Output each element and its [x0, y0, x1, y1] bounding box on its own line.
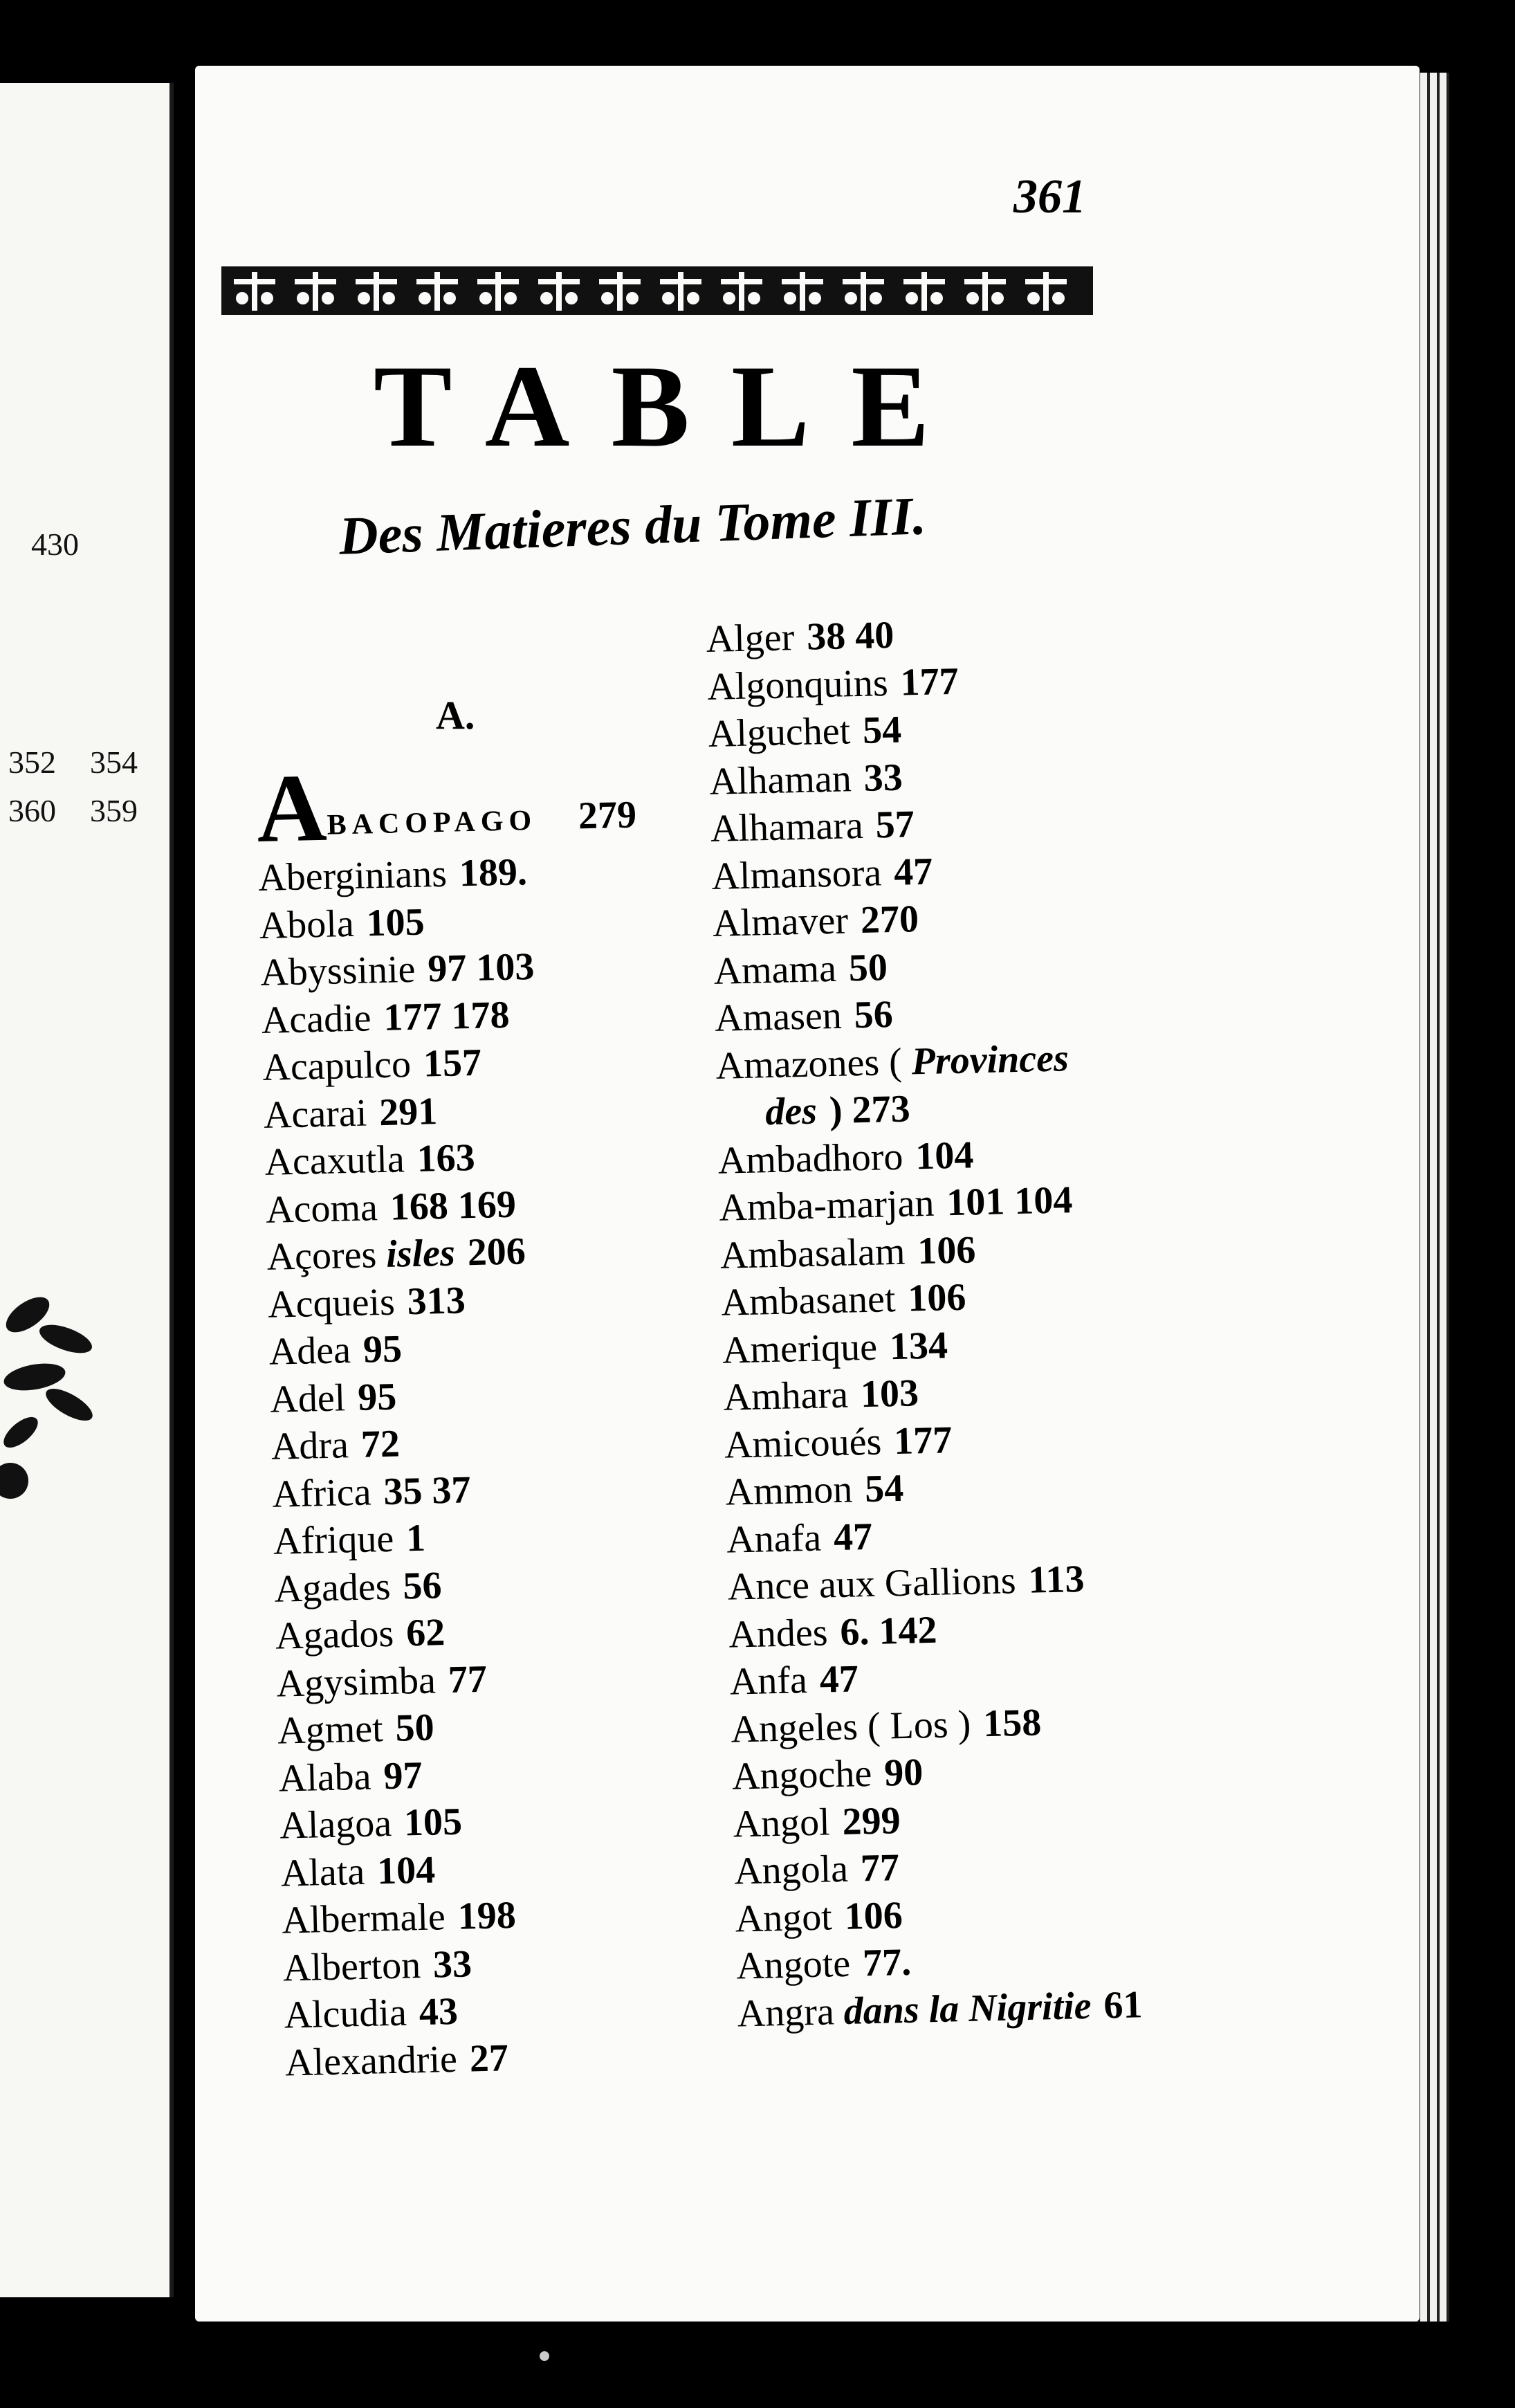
- index-entry: [264, 1130, 645, 1186]
- entry-pages: 33: [863, 756, 903, 800]
- index-entry: [284, 2031, 665, 2087]
- entry-pages: 177: [893, 1418, 953, 1463]
- index-entry: [270, 1414, 651, 1470]
- index-entry: [263, 1083, 643, 1139]
- entry-name: Acadie: [261, 996, 372, 1042]
- entry-name: Alagoa: [279, 1801, 392, 1848]
- entry-pages: 313: [407, 1278, 466, 1323]
- entry-pages: 77: [860, 1846, 900, 1890]
- left-page-number-3: 354: [90, 745, 138, 780]
- entry-pages: 47: [833, 1515, 873, 1559]
- entry-pages: 62: [405, 1611, 446, 1655]
- previous-page-edge: [0, 83, 174, 2297]
- entry-name: Agysimba: [275, 1658, 437, 1706]
- entry-name: Alata: [280, 1850, 365, 1895]
- entry-pages: 6. 142: [839, 1608, 938, 1654]
- entry-name: Alaba: [278, 1755, 372, 1800]
- entry-pages: 158: [982, 1700, 1042, 1745]
- entry-name: Agmet: [277, 1707, 384, 1753]
- drop-cap: A: [255, 754, 328, 863]
- entry-name: Almaver: [712, 899, 849, 945]
- index-entry: [260, 940, 641, 996]
- entry-pages: 50: [848, 945, 888, 989]
- entry-pages: 50: [394, 1706, 435, 1750]
- entry-name: Angra: [737, 1989, 835, 2035]
- first-entry-name: BACOPAGO: [327, 804, 538, 841]
- entry-name: Açores: [266, 1233, 377, 1279]
- entry-pages: 38 40: [806, 613, 894, 659]
- entry-name: Amhara: [722, 1373, 849, 1419]
- entry-pages: 47: [893, 850, 933, 894]
- entry-pages: 291: [378, 1089, 438, 1134]
- section-letter: A.: [436, 693, 475, 738]
- entry-name: Acoma: [265, 1185, 378, 1232]
- entry-pages: 157: [423, 1041, 482, 1086]
- index-entry: [282, 1936, 663, 1992]
- index-entry: [715, 1033, 1121, 1090]
- entry-name: Angola: [733, 1847, 849, 1893]
- index-entry: [267, 1273, 648, 1329]
- entry-name: Acapulco: [261, 1043, 412, 1089]
- entry-name: Amama: [713, 947, 837, 993]
- index-entry: [257, 846, 638, 902]
- entry-name: Acqueis: [267, 1280, 396, 1326]
- entry-name: Amasen: [714, 994, 843, 1040]
- entry-pages: 61: [1103, 1982, 1144, 2027]
- index-entry: [265, 1178, 645, 1234]
- entry-name: Albermale: [281, 1895, 446, 1942]
- entry-name: Angot: [735, 1895, 833, 1941]
- entry-name: Alger: [706, 616, 795, 661]
- entry-pages: 77.: [862, 1940, 912, 1985]
- entry-name: Amazones (: [715, 1040, 903, 1088]
- entry-name: Agados: [275, 1612, 394, 1658]
- entry-pages: 90: [883, 1751, 924, 1795]
- entry-name: Angol: [732, 1800, 831, 1846]
- entry-pages: 27: [469, 2036, 509, 2080]
- entry-pages: 106: [907, 1275, 967, 1320]
- left-page-number-2: 352: [8, 745, 56, 780]
- entry-name: Adel: [269, 1376, 346, 1421]
- left-page-number-1: 430: [31, 527, 79, 562]
- entry-pages: 72: [360, 1422, 401, 1466]
- entry-pages: 101 104: [946, 1178, 1073, 1225]
- index-entry-first: [255, 754, 637, 863]
- entry-name: Abola: [259, 902, 355, 947]
- entry-name: Afrique: [273, 1517, 394, 1563]
- page-subtitle: Des Matieres du Tome III.: [338, 485, 927, 566]
- entry-pages: 77: [448, 1657, 488, 1702]
- entry-pages: 168 169: [389, 1183, 517, 1229]
- entry-pages: 198: [457, 1893, 517, 1938]
- entry-name: Agades: [273, 1565, 392, 1611]
- entry-name: Angote: [735, 1942, 851, 1988]
- entry-name: Ambasalam: [719, 1230, 906, 1277]
- index-entry: [273, 1509, 653, 1565]
- entry-name: Amicoués: [724, 1420, 882, 1467]
- entry-qualifier: dans la Nigritie: [843, 1984, 1092, 2033]
- entry-pages: 54: [864, 1466, 904, 1511]
- entry-pages: 105: [365, 900, 425, 945]
- entry-name: Anfa: [729, 1659, 808, 1704]
- entry-name: Alhamara: [710, 803, 864, 850]
- entry-pages: 299: [841, 1798, 901, 1843]
- index-entry: [274, 1557, 654, 1613]
- entry-pages: 163: [416, 1135, 476, 1180]
- entry-pages: 106: [917, 1228, 977, 1273]
- left-page-number-4: 360: [8, 793, 56, 828]
- entry-pages: 47: [819, 1657, 859, 1702]
- entry-pages: 113: [1027, 1557, 1085, 1602]
- entry-qualifier: isles: [385, 1231, 456, 1276]
- index-entry: [280, 1841, 661, 1897]
- entry-name: Amerique: [722, 1325, 878, 1372]
- entry-name: Acaxutla: [264, 1138, 405, 1184]
- entry-pages: 57: [875, 803, 915, 847]
- entry-pages: 97: [383, 1753, 423, 1798]
- entry-name: Africa: [271, 1470, 372, 1516]
- decorative-headband-icon: [221, 239, 1093, 336]
- entry-pages: 35 37: [383, 1468, 472, 1513]
- index-entry: [266, 1225, 647, 1281]
- index-entry: [719, 1175, 1125, 1232]
- floral-ornament-icon: [0, 1273, 97, 1502]
- entry-name: Alhaman: [708, 756, 852, 803]
- entry-name: Adra: [270, 1423, 349, 1468]
- entry-pages: 95: [362, 1327, 403, 1371]
- entry-pages: 97 103: [427, 945, 535, 991]
- entry-name: Adea: [268, 1329, 351, 1374]
- index-entry: [275, 1604, 655, 1660]
- page-title: TABLE: [374, 341, 971, 471]
- index-entry: [277, 1699, 657, 1755]
- entry-name: Algonquins: [706, 661, 889, 709]
- entry-pages: 43: [419, 1989, 459, 2034]
- entry-name: Angeles ( Los ): [730, 1702, 971, 1751]
- entry-pages: 177 178: [383, 993, 511, 1039]
- entry-name: Ammon: [725, 1468, 853, 1514]
- index-entry: [282, 1888, 662, 1944]
- index-column-right: [706, 607, 1143, 2038]
- first-entry-pages: 279: [578, 793, 637, 838]
- index-entry: [737, 1981, 1143, 2038]
- entry-pages: 105: [403, 1800, 463, 1845]
- entry-name: Andes: [728, 1610, 829, 1657]
- index-entry: [261, 988, 641, 1044]
- entry-name: Angoche: [731, 1751, 872, 1798]
- entry-pages: 33: [432, 1942, 472, 1987]
- entry-name: Anafa: [726, 1516, 822, 1562]
- index-column-left: [255, 754, 665, 2087]
- entry-pages: 103: [860, 1371, 919, 1416]
- page-number: 361: [1013, 170, 1086, 224]
- index-entry: [284, 1983, 664, 2039]
- entry-pages: 270: [860, 897, 919, 942]
- index-entry: [259, 893, 639, 949]
- index-entry: [276, 1652, 656, 1708]
- entry-pages: 104: [915, 1133, 974, 1178]
- entry-pages: 189.: [459, 850, 528, 895]
- entry-name: Abyssinie: [259, 947, 416, 994]
- entry-name: Almansora: [710, 850, 882, 898]
- entry-name: Aberginians: [257, 852, 448, 900]
- entry-name: Amba-marjan: [718, 1181, 935, 1230]
- index-entry: [278, 1746, 659, 1803]
- entry-pages: 1: [405, 1516, 426, 1560]
- entry-name: Acarai: [263, 1091, 367, 1137]
- entry-qualifier: Provinces: [910, 1036, 1069, 1083]
- entry-pages: ) 273: [829, 1087, 911, 1133]
- entry-pages: 95: [357, 1375, 397, 1419]
- entry-pages: 54: [862, 708, 902, 752]
- index-entry: [268, 1320, 649, 1376]
- entry-pages: 106: [843, 1893, 903, 1938]
- ink-dot: [540, 2351, 549, 2361]
- entry-name: Ance aux Gallions: [727, 1559, 1017, 1609]
- entry-pages: 134: [889, 1323, 948, 1368]
- entry-name: Alexandrie: [284, 2037, 458, 2085]
- left-page-number-5: 359: [90, 793, 138, 828]
- entry-name: Ambasanet: [720, 1277, 897, 1324]
- entry-name: Ambadhoro: [717, 1135, 904, 1183]
- entry-pages: 56: [402, 1563, 443, 1607]
- index-entry: [272, 1462, 652, 1518]
- entry-pages: 56: [853, 993, 894, 1037]
- entry-pages: 104: [376, 1848, 436, 1892]
- index-entry: [262, 1035, 643, 1091]
- entry-pages: 206: [467, 1230, 526, 1275]
- entry-name: Alcudia: [283, 1991, 407, 2037]
- index-entry: [279, 1794, 660, 1850]
- index-entry: [727, 1554, 1133, 1611]
- entry-name: Alguchet: [708, 709, 851, 756]
- entry-pages: 177: [899, 659, 960, 704]
- index-entry: [270, 1367, 650, 1423]
- entry-qualifier: des: [764, 1089, 818, 1134]
- entry-name: Alberton: [282, 1943, 421, 1990]
